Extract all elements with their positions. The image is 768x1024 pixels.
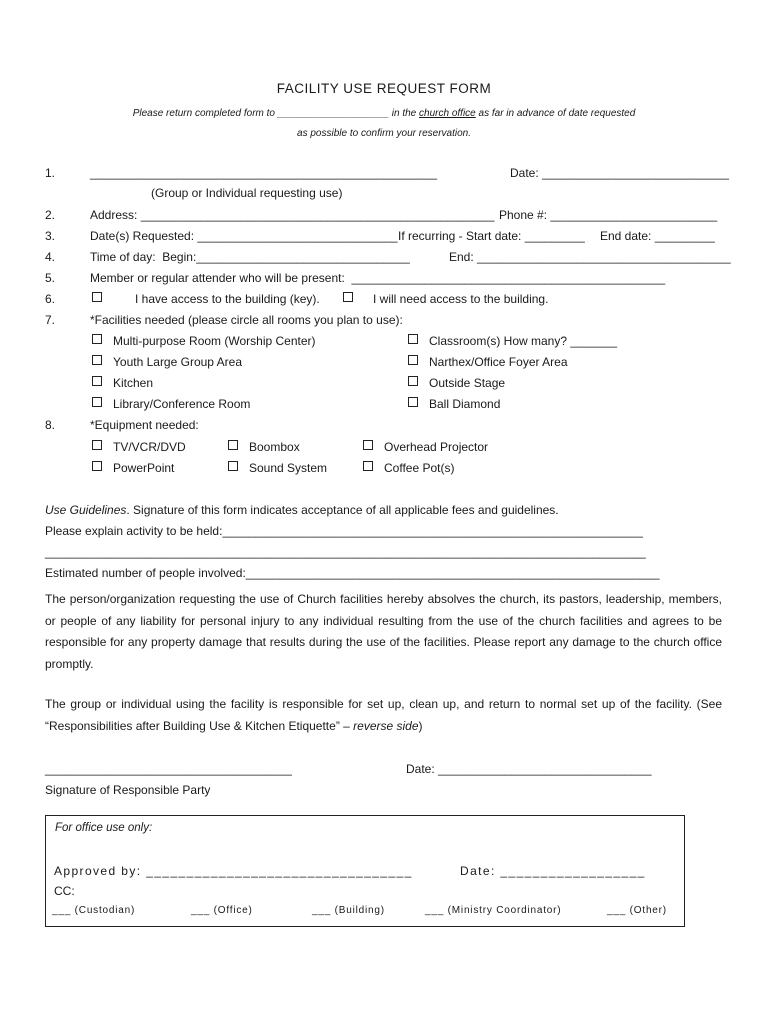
facility-checkbox-worship-center[interactable] xyxy=(92,334,102,344)
time-end-field[interactable]: End: ______________________________________ xyxy=(449,250,731,264)
equipment-heading: *Equipment needed: xyxy=(90,418,199,432)
item-number-6: 6. xyxy=(45,292,56,306)
time-begin-field[interactable]: Time of day: Begin:________________________________ xyxy=(90,250,410,264)
recurring-start-field[interactable]: If recurring - Start date: _________ xyxy=(398,229,585,243)
group-name-field[interactable]: ____________________________________________________ xyxy=(90,166,438,180)
facility-label: Multi-purpose Room (Worship Center) xyxy=(113,334,316,348)
equipment-checkbox-boombox[interactable] xyxy=(228,440,238,450)
item-number-4: 4. xyxy=(45,250,56,264)
guidelines-text: . Signature of this form indicates acceptance of all applicable fees and guidelines. xyxy=(126,503,559,517)
activity-field-continued[interactable]: __________________________________________________________________________________________ xyxy=(45,545,646,559)
item-number-1: 1. xyxy=(45,166,56,180)
item-number-2: 2. xyxy=(45,208,56,222)
item-number-7: 7. xyxy=(45,313,56,327)
cc-custodian[interactable]: ___ (Custodian) xyxy=(52,905,136,916)
equipment-checkbox-projector[interactable] xyxy=(363,440,373,450)
needs-access-label: I will need access to the building. xyxy=(373,292,549,306)
form-title: FACILITY USE REQUEST FORM xyxy=(276,81,492,96)
facility-checkbox-outside-stage[interactable] xyxy=(408,376,418,386)
equipment-label: Coffee Pot(s) xyxy=(384,461,455,475)
facility-checkbox-classroom[interactable] xyxy=(408,334,418,344)
reverse-side-text: reverse side xyxy=(353,718,419,733)
office-use-heading: For office use only: xyxy=(55,822,153,834)
signature-field[interactable]: _____________________________________ xyxy=(45,762,292,776)
facility-label: Ball Diamond xyxy=(429,397,501,411)
signature-date-field[interactable]: Date: ________________________________ xyxy=(406,762,652,776)
intro-text-after: as far in advance of date requested xyxy=(475,108,636,119)
facility-checkbox-narthex[interactable] xyxy=(408,355,418,365)
phone-field[interactable]: Phone #: _________________________ xyxy=(499,208,718,222)
responsibility-paragraph xyxy=(45,694,722,737)
facility-label: Youth Large Group Area xyxy=(113,355,242,369)
has-key-checkbox[interactable] xyxy=(92,292,102,302)
intro-line-2: as possible to confirm your reservation. xyxy=(297,128,471,139)
intro-line-1 xyxy=(0,109,768,119)
office-date-field[interactable]: Date: __________________ xyxy=(460,864,646,878)
equipment-checkbox-sound-system[interactable] xyxy=(228,461,238,471)
facility-checkbox-youth-area[interactable] xyxy=(92,355,102,365)
intro-text-before: Please return completed form to ____________________ in the xyxy=(132,108,420,119)
facility-label: Kitchen xyxy=(113,376,154,390)
liability-paragraph: The person/organization requesting the use of Church facilities hereby absolves the church, its pastors, leadership, members, or people of any liability for personal injury to any individual resulting from the use of the church facilities and agrees to be responsible for any property damage that results during the use of the facilities. Please report any damage to the church office promptly. xyxy=(45,592,722,671)
responsibility-end: ) xyxy=(418,718,423,733)
group-name-caption: (Group or Individual requesting use) xyxy=(151,186,343,200)
address-field[interactable]: Address: _____________________________________________________ xyxy=(90,208,495,222)
facility-label: Outside Stage xyxy=(429,376,506,390)
attendance-field[interactable]: Estimated number of people involved:______________________________________________________________ xyxy=(45,566,660,580)
cc-label: CC: xyxy=(54,884,75,898)
activity-field[interactable]: Please explain activity to be held:_______________________________________________________________ xyxy=(45,524,643,538)
facility-checkbox-library[interactable] xyxy=(92,397,102,407)
approved-by-field[interactable]: Approved by: _________________________________ xyxy=(54,864,413,878)
item-number-3: 3. xyxy=(45,229,56,243)
equipment-label: PowerPoint xyxy=(113,461,175,475)
cc-building[interactable]: ___ (Building) xyxy=(312,905,385,916)
cc-other[interactable]: ___ (Other) xyxy=(607,905,667,916)
guidelines-label: Use Guidelines xyxy=(45,503,127,517)
recurring-end-field[interactable]: End date: _________ xyxy=(600,229,715,243)
responsibility-text: The group or individual using the facility is responsible for set up, clean up, and return to normal set up of the facility. (See “Responsibilities after Building Use & Kitchen Etiquette” – xyxy=(45,697,722,733)
equipment-label: TV/VCR/DVD xyxy=(113,440,186,454)
request-date-field[interactable]: Date: ____________________________ xyxy=(510,166,729,180)
cc-ministry-coordinator[interactable]: ___ (Ministry Coordinator) xyxy=(425,905,562,916)
item-number-5: 5. xyxy=(45,271,56,285)
equipment-checkbox-coffee-pot[interactable] xyxy=(363,461,373,471)
attender-field[interactable]: Member or regular attender who will be present: _______________________________________________ xyxy=(90,271,666,285)
equipment-label: Overhead Projector xyxy=(384,440,489,454)
item-number-8: 8. xyxy=(45,418,56,432)
needs-access-checkbox[interactable] xyxy=(343,292,353,302)
dates-requested-field[interactable]: Date(s) Requested: ______________________________ xyxy=(90,229,398,243)
facility-label: Narthex/Office Foyer Area xyxy=(429,355,568,369)
facility-label: Library/Conference Room xyxy=(113,397,251,411)
has-key-label: I have access to the building (key). xyxy=(135,292,320,306)
facility-label: Classroom(s) How many? _______ xyxy=(429,334,618,348)
church-office-text: church office xyxy=(419,108,476,119)
equipment-checkbox-tv[interactable] xyxy=(92,440,102,450)
facility-checkbox-ball-diamond[interactable] xyxy=(408,397,418,407)
equipment-checkbox-powerpoint[interactable] xyxy=(92,461,102,471)
guidelines-line xyxy=(45,504,559,516)
cc-office[interactable]: ___ (Office) xyxy=(191,905,253,916)
equipment-label: Boombox xyxy=(249,440,300,454)
signature-caption: Signature of Responsible Party xyxy=(45,783,211,797)
facility-checkbox-kitchen[interactable] xyxy=(92,376,102,386)
facilities-heading: *Facilities needed (please circle all rooms you plan to use): xyxy=(90,313,403,327)
equipment-label: Sound System xyxy=(249,461,328,475)
